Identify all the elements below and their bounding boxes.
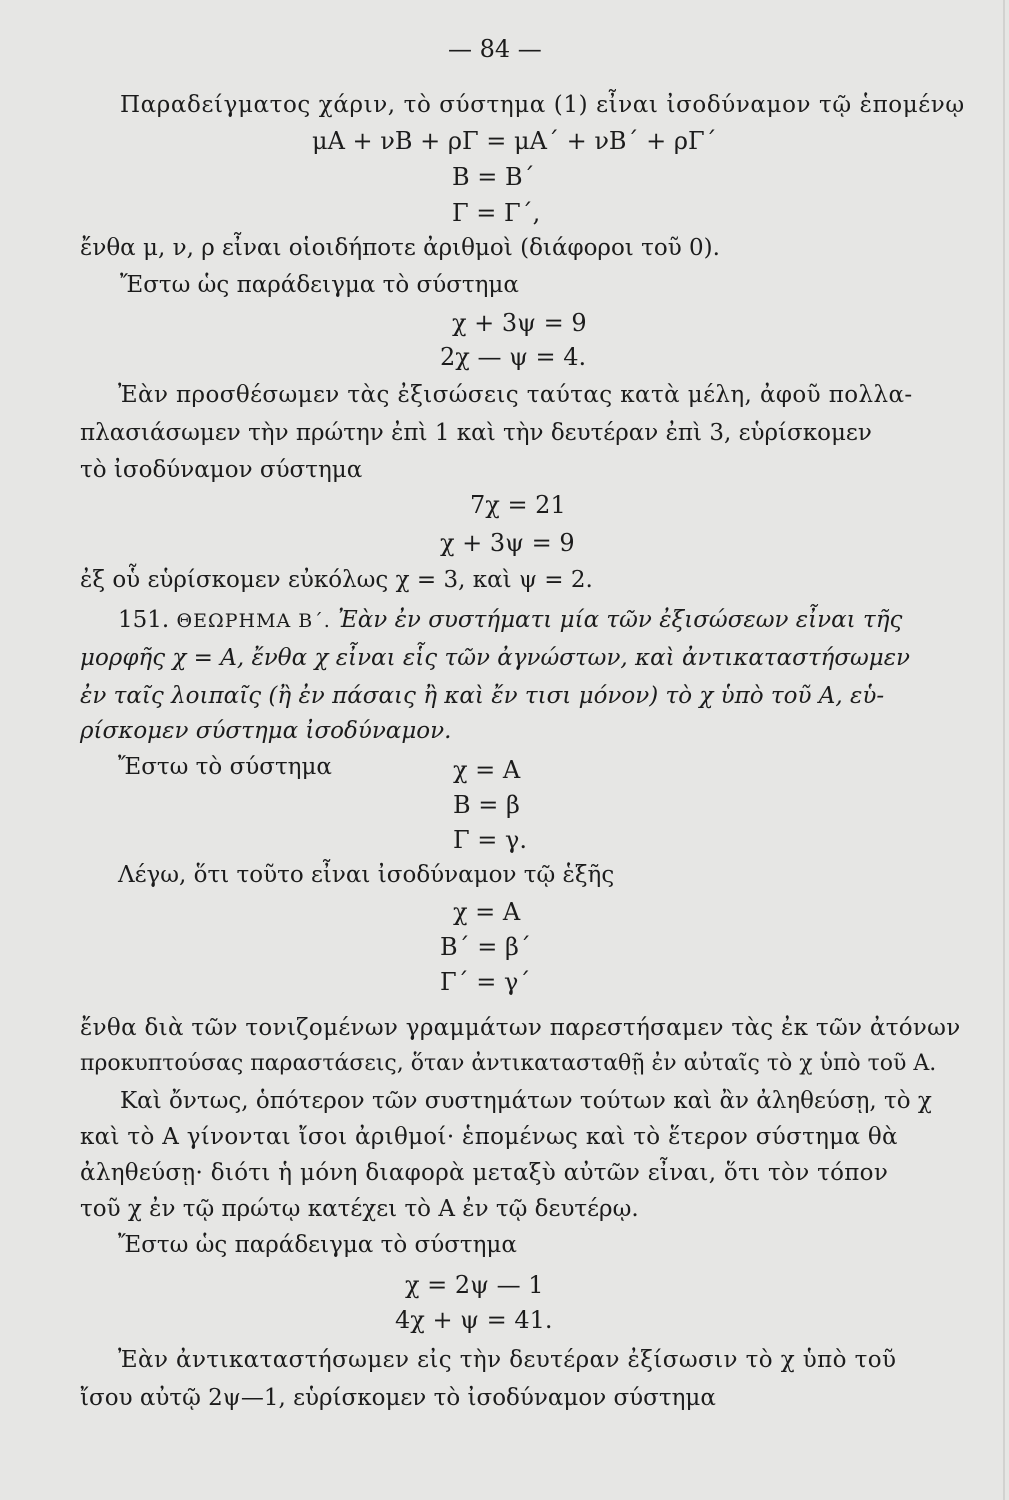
paragraph-line: ἀληθεύσῃ· διότι ἡ μόνη διαφορὰ μεταξὺ αὐτῶν εἶναι, ὅτι τὸν τόπον [80,1160,889,1186]
equation: 2χ — ψ = 4. [440,343,587,371]
theorem-label: ΘΕΩΡΗΜΑ Β΄. [176,610,331,632]
equation: Γ΄ = γ΄ [440,968,531,996]
paragraph-line: προκυπτούσας παραστάσεις, ὅταν ἀντικατασταθῇ ἐν αὐταῖς τὸ χ ὑπὸ τοῦ Α. [80,1051,937,1076]
theorem-text: Ἐὰν ἐν συστήματι μία τῶν ἐξισώσεων εἶναι τῆς [338,607,903,633]
paragraph-line: Καὶ ὄντως, ὁπότερον τῶν συστημάτων τούτων καὶ ἂν ἀληθεύσῃ, τὸ χ [120,1088,932,1114]
theorem-text: ἐν ταῖς λοιπαῖς (ἢ ἐν πάσαις ἢ καὶ ἔν τισι μόνον) τὸ χ ὑπὸ τοῦ Α, εὑ- [80,683,885,709]
page-number: — 84 — [448,35,542,63]
equation: Β = β [453,791,520,819]
paragraph-line: ἔνθα διὰ τῶν τονιζομένων γραμμάτων παρεστήσαμεν τὰς ἐκ τῶν ἀτόνων [80,1015,961,1041]
equation: Γ = γ. [453,826,527,854]
paragraph-line: Ἐὰν προσθέσωμεν τὰς ἐξισώσεις ταύτας κατὰ μέλη, ἀφοῦ πολλα- [118,382,913,408]
equation: χ + 3ψ = 9 [452,309,587,337]
theorem-heading-line [118,605,902,636]
paragraph-line: Ἔστω ὡς παράδειγμα τὸ σύστημα [118,1232,517,1258]
paragraph-line: ἔνθα μ, ν, ρ εἶναι οἱοιδήποτε ἀριθμοὶ (διάφοροι τοῦ 0). [80,235,720,261]
paragraph-line: Ἐὰν ἀντικαταστήσωμεν εἰς τὴν δευτέραν ἐξίσωσιν τὸ χ ὑπὸ τοῦ [118,1347,897,1373]
paragraph-line: τὸ ἰσοδύναμον σύστημα [80,457,363,483]
equation: χ = Α [453,756,521,784]
paragraph-line: ἐξ οὗ εὑρίσκομεν εὐκόλως χ = 3, καὶ ψ = 2. [80,567,593,593]
section-number: 151. [118,607,170,633]
paragraph-line: ἴσου αὐτῷ 2ψ—1, εὑρίσκομεν τὸ ἰσοδύναμον σύστημα [80,1385,716,1411]
equation: μΑ + νΒ + ρΓ = μΑ΄ + νΒ΄ + ρΓ΄ [312,127,717,155]
paragraph-line: Λέγω, ὅτι τοῦτο εἶναι ἰσοδύναμον τῷ ἑξῆς [118,862,615,888]
equation: χ = 2ψ — 1 [405,1271,544,1299]
equation: χ = Α [453,898,521,926]
paragraph-line: τοῦ χ ἐν τῷ πρώτῳ κατέχει τὸ Α ἐν τῷ δευτέρῳ. [80,1196,639,1222]
theorem-text: ρίσκομεν σύστημα ἰσοδύναμον. [80,718,452,744]
equation: Γ = Γ΄, [452,199,541,227]
equation: χ + 3ψ = 9 [440,529,575,557]
paragraph-line: πλασιάσωμεν τὴν πρώτην ἐπὶ 1 καὶ τὴν δευτέραν ἐπὶ 3, εὑρίσκομεν [80,420,872,446]
paragraph-line: καὶ τὸ Α γίνονται ἴσοι ἀριθμοί· ἑπομένως καὶ τὸ ἕτερον σύστημα θὰ [80,1124,898,1150]
paragraph-line: Ἔστω τὸ σύστημα [118,754,332,780]
equation: Β = Β΄ [452,163,535,191]
page-edge [1003,0,1005,1500]
equation: 4χ + ψ = 41. [395,1306,553,1334]
equation: Β΄ = β΄ [440,933,531,961]
equation: 7χ = 21 [470,491,566,519]
paragraph-line: Ἔστω ὡς παράδειγμα τὸ σύστημα [120,272,519,298]
paragraph-line: Παραδείγματος χάριν, τὸ σύστημα (1) εἶναι ἰσοδύναμον τῷ ἑπομένῳ [120,92,965,118]
theorem-text: μορφῆς χ = Α, ἔνθα χ εἶναι εἷς τῶν ἀγνώστων, καὶ ἀντικαταστήσωμεν [80,645,911,671]
